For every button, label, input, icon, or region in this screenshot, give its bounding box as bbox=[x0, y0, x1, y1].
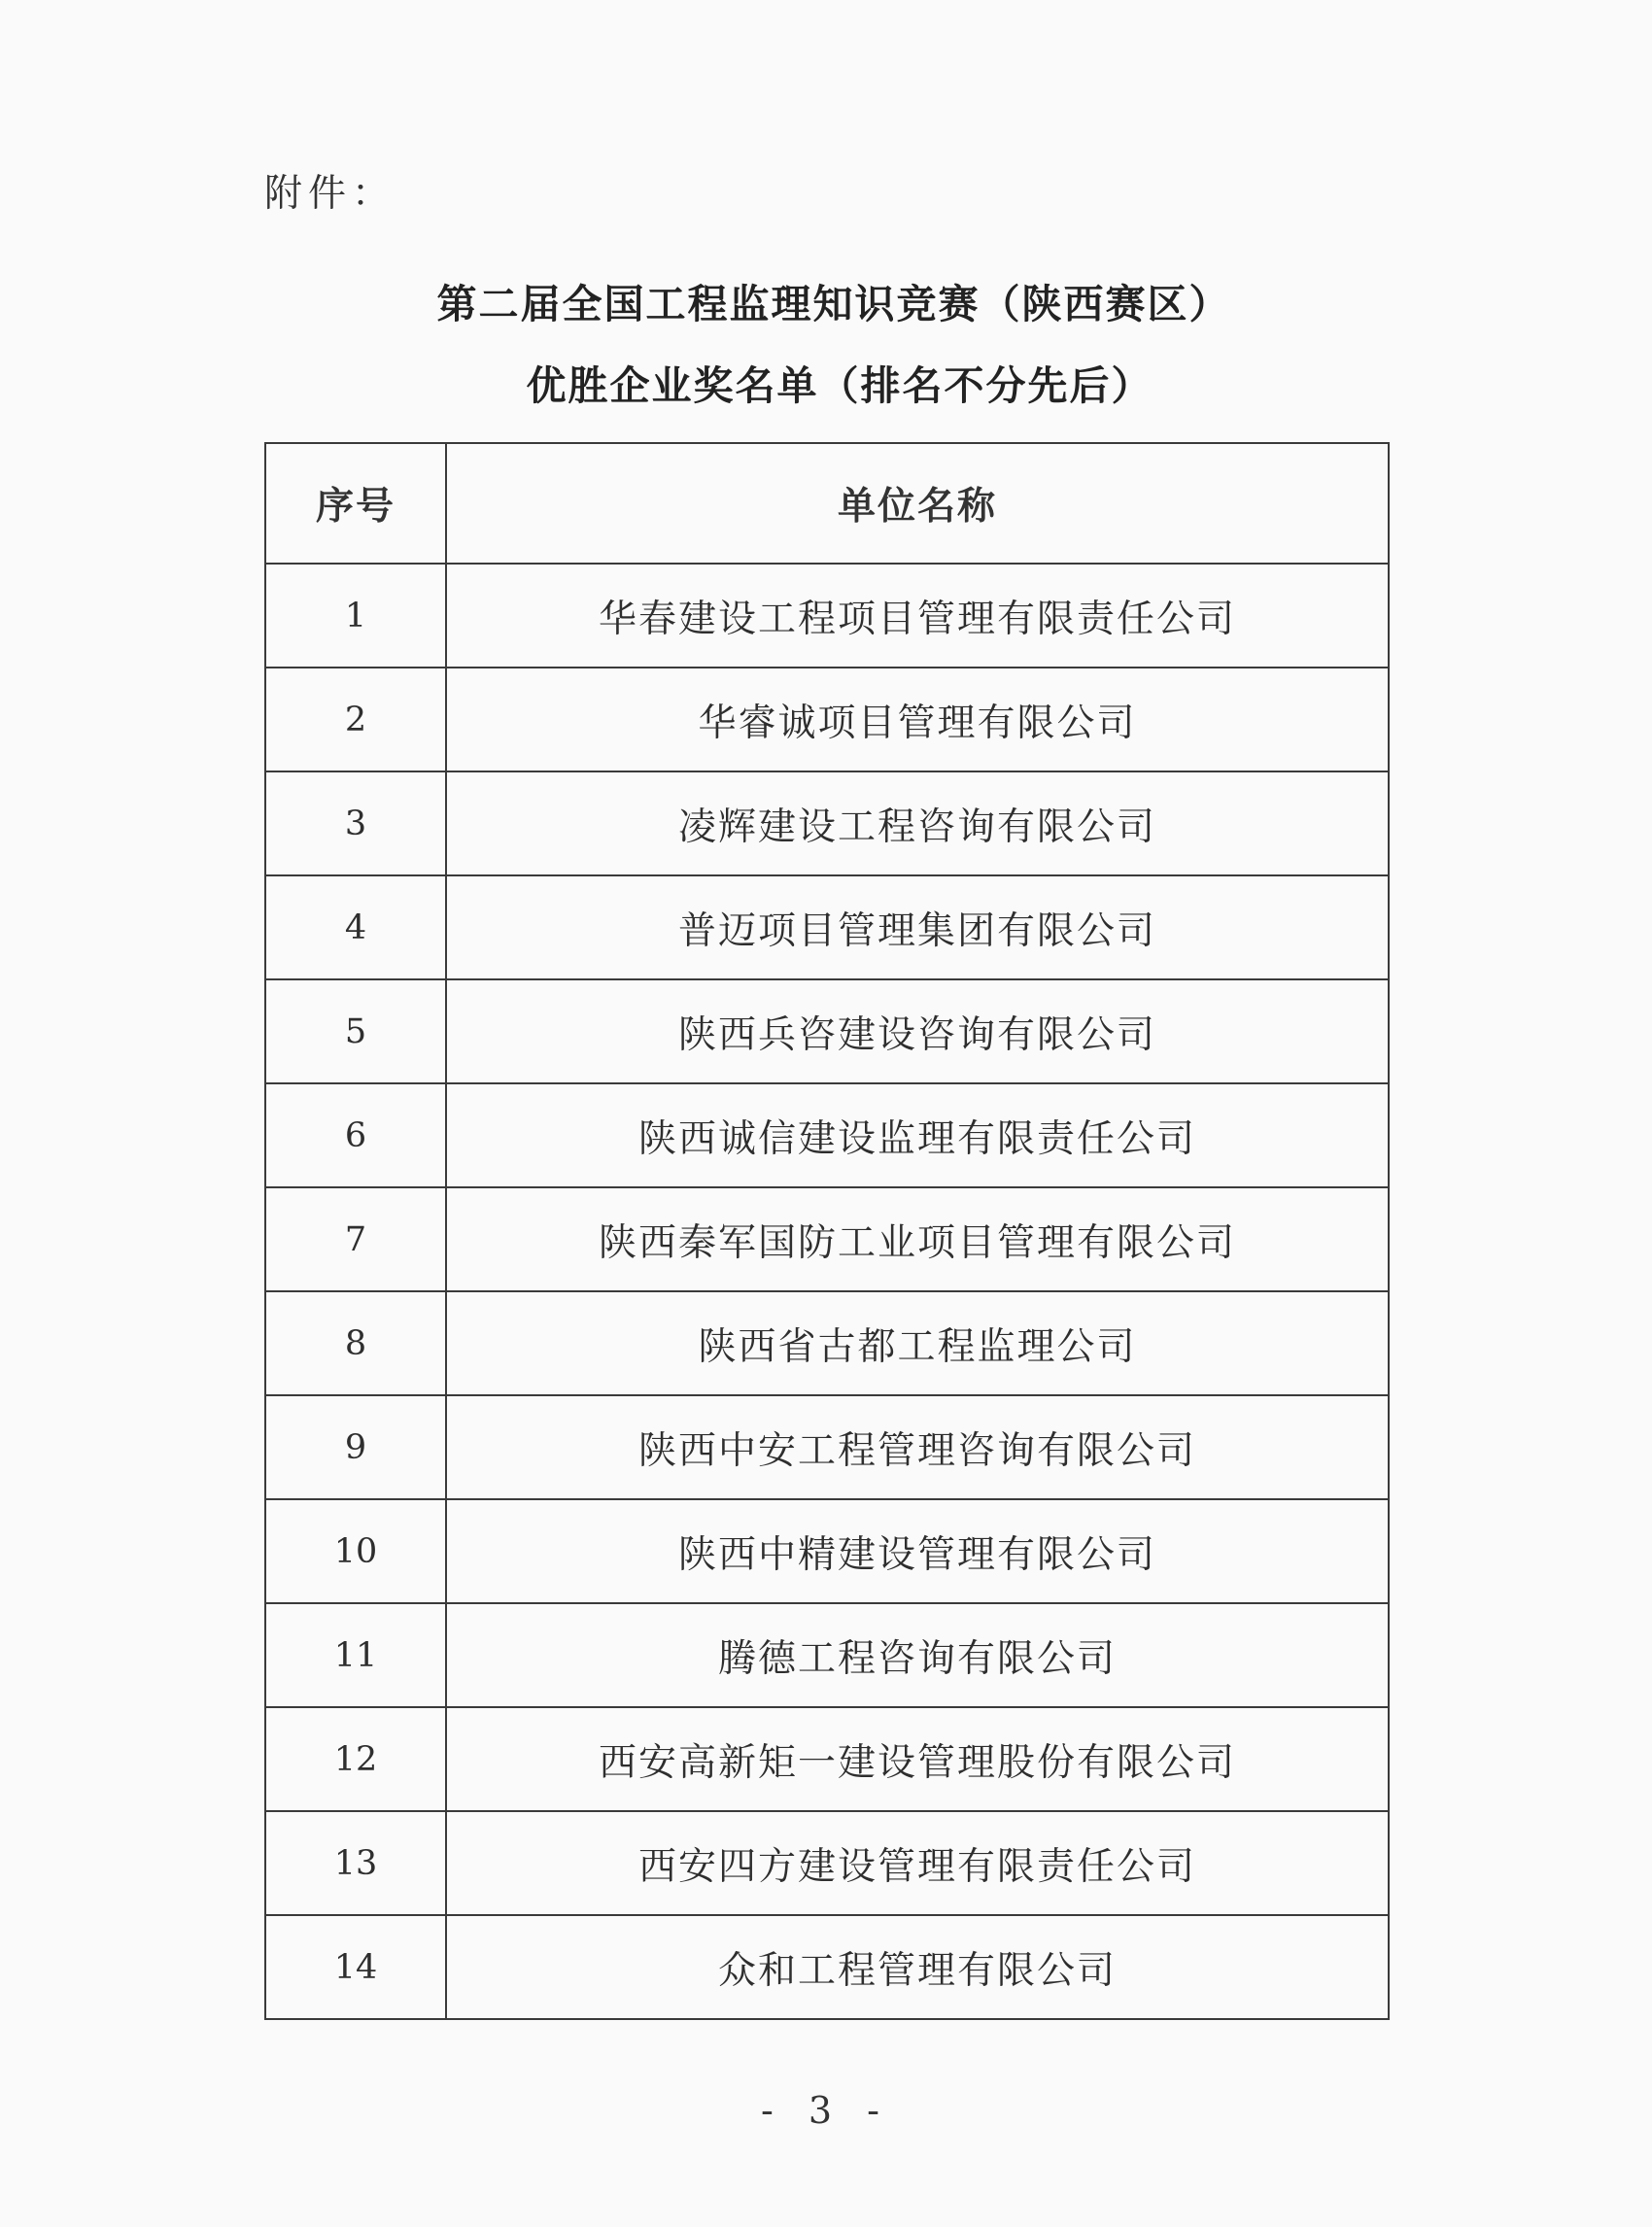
company-name: 众和工程管理有限公司 bbox=[446, 1915, 1389, 2019]
row-number: 8 bbox=[265, 1291, 446, 1395]
company-name: 华春建设工程项目管理有限责任公司 bbox=[446, 564, 1389, 668]
company-name: 陕西中精建设管理有限公司 bbox=[446, 1499, 1389, 1603]
table-row bbox=[265, 875, 1389, 979]
attachment-label: 附件： bbox=[264, 172, 396, 216]
row-number: 11 bbox=[265, 1603, 446, 1707]
table-row bbox=[265, 1187, 1389, 1291]
company-name: 普迈项目管理集团有限公司 bbox=[446, 875, 1389, 979]
company-name: 腾德工程咨询有限公司 bbox=[446, 1603, 1389, 1707]
row-number: 4 bbox=[265, 875, 446, 979]
document-title: 第二届全国工程监理知识竞赛（陕西赛区） bbox=[436, 281, 1231, 327]
row-number: 9 bbox=[265, 1395, 446, 1499]
column-header-company: 单位名称 bbox=[446, 443, 1389, 564]
company-name: 陕西诚信建设监理有限责任公司 bbox=[446, 1083, 1389, 1187]
row-number: 5 bbox=[265, 979, 446, 1083]
company-name: 陕西中安工程管理咨询有限公司 bbox=[446, 1395, 1389, 1499]
row-number: 14 bbox=[265, 1915, 446, 2019]
table-row bbox=[265, 1291, 1389, 1395]
company-name: 西安高新矩一建设管理股份有限公司 bbox=[446, 1707, 1389, 1811]
document-subtitle: 优胜企业奖名单（排名不分先后） bbox=[526, 362, 1153, 409]
row-number: 1 bbox=[265, 564, 446, 668]
table-row bbox=[265, 1603, 1389, 1707]
company-name: 凌辉建设工程咨询有限公司 bbox=[446, 771, 1389, 875]
company-name: 陕西兵咨建设咨询有限公司 bbox=[446, 979, 1389, 1083]
company-name: 西安四方建设管理有限责任公司 bbox=[446, 1811, 1389, 1915]
table-row bbox=[265, 1395, 1389, 1499]
table-row bbox=[265, 1083, 1389, 1187]
company-name: 陕西省古都工程监理公司 bbox=[446, 1291, 1389, 1395]
table-row bbox=[265, 668, 1389, 771]
table-row bbox=[265, 564, 1389, 668]
company-name: 陕西秦军国防工业项目管理有限公司 bbox=[446, 1187, 1389, 1291]
row-number: 7 bbox=[265, 1187, 446, 1291]
row-number: 6 bbox=[265, 1083, 446, 1187]
table-row bbox=[265, 771, 1389, 875]
table-row bbox=[265, 1707, 1389, 1811]
column-header-number: 序号 bbox=[265, 443, 446, 564]
row-number: 10 bbox=[265, 1499, 446, 1603]
table-row bbox=[265, 979, 1389, 1083]
row-number: 2 bbox=[265, 668, 446, 771]
row-number: 3 bbox=[265, 771, 446, 875]
page-number: - 3 - bbox=[760, 2089, 891, 2132]
award-table bbox=[264, 442, 1390, 2020]
table-row bbox=[265, 1499, 1389, 1603]
row-number: 13 bbox=[265, 1811, 446, 1915]
table-row bbox=[265, 1915, 1389, 2019]
table-row bbox=[265, 1811, 1389, 1915]
company-name: 华睿诚项目管理有限公司 bbox=[446, 668, 1389, 771]
row-number: 12 bbox=[265, 1707, 446, 1811]
table-header-row bbox=[265, 443, 1389, 564]
